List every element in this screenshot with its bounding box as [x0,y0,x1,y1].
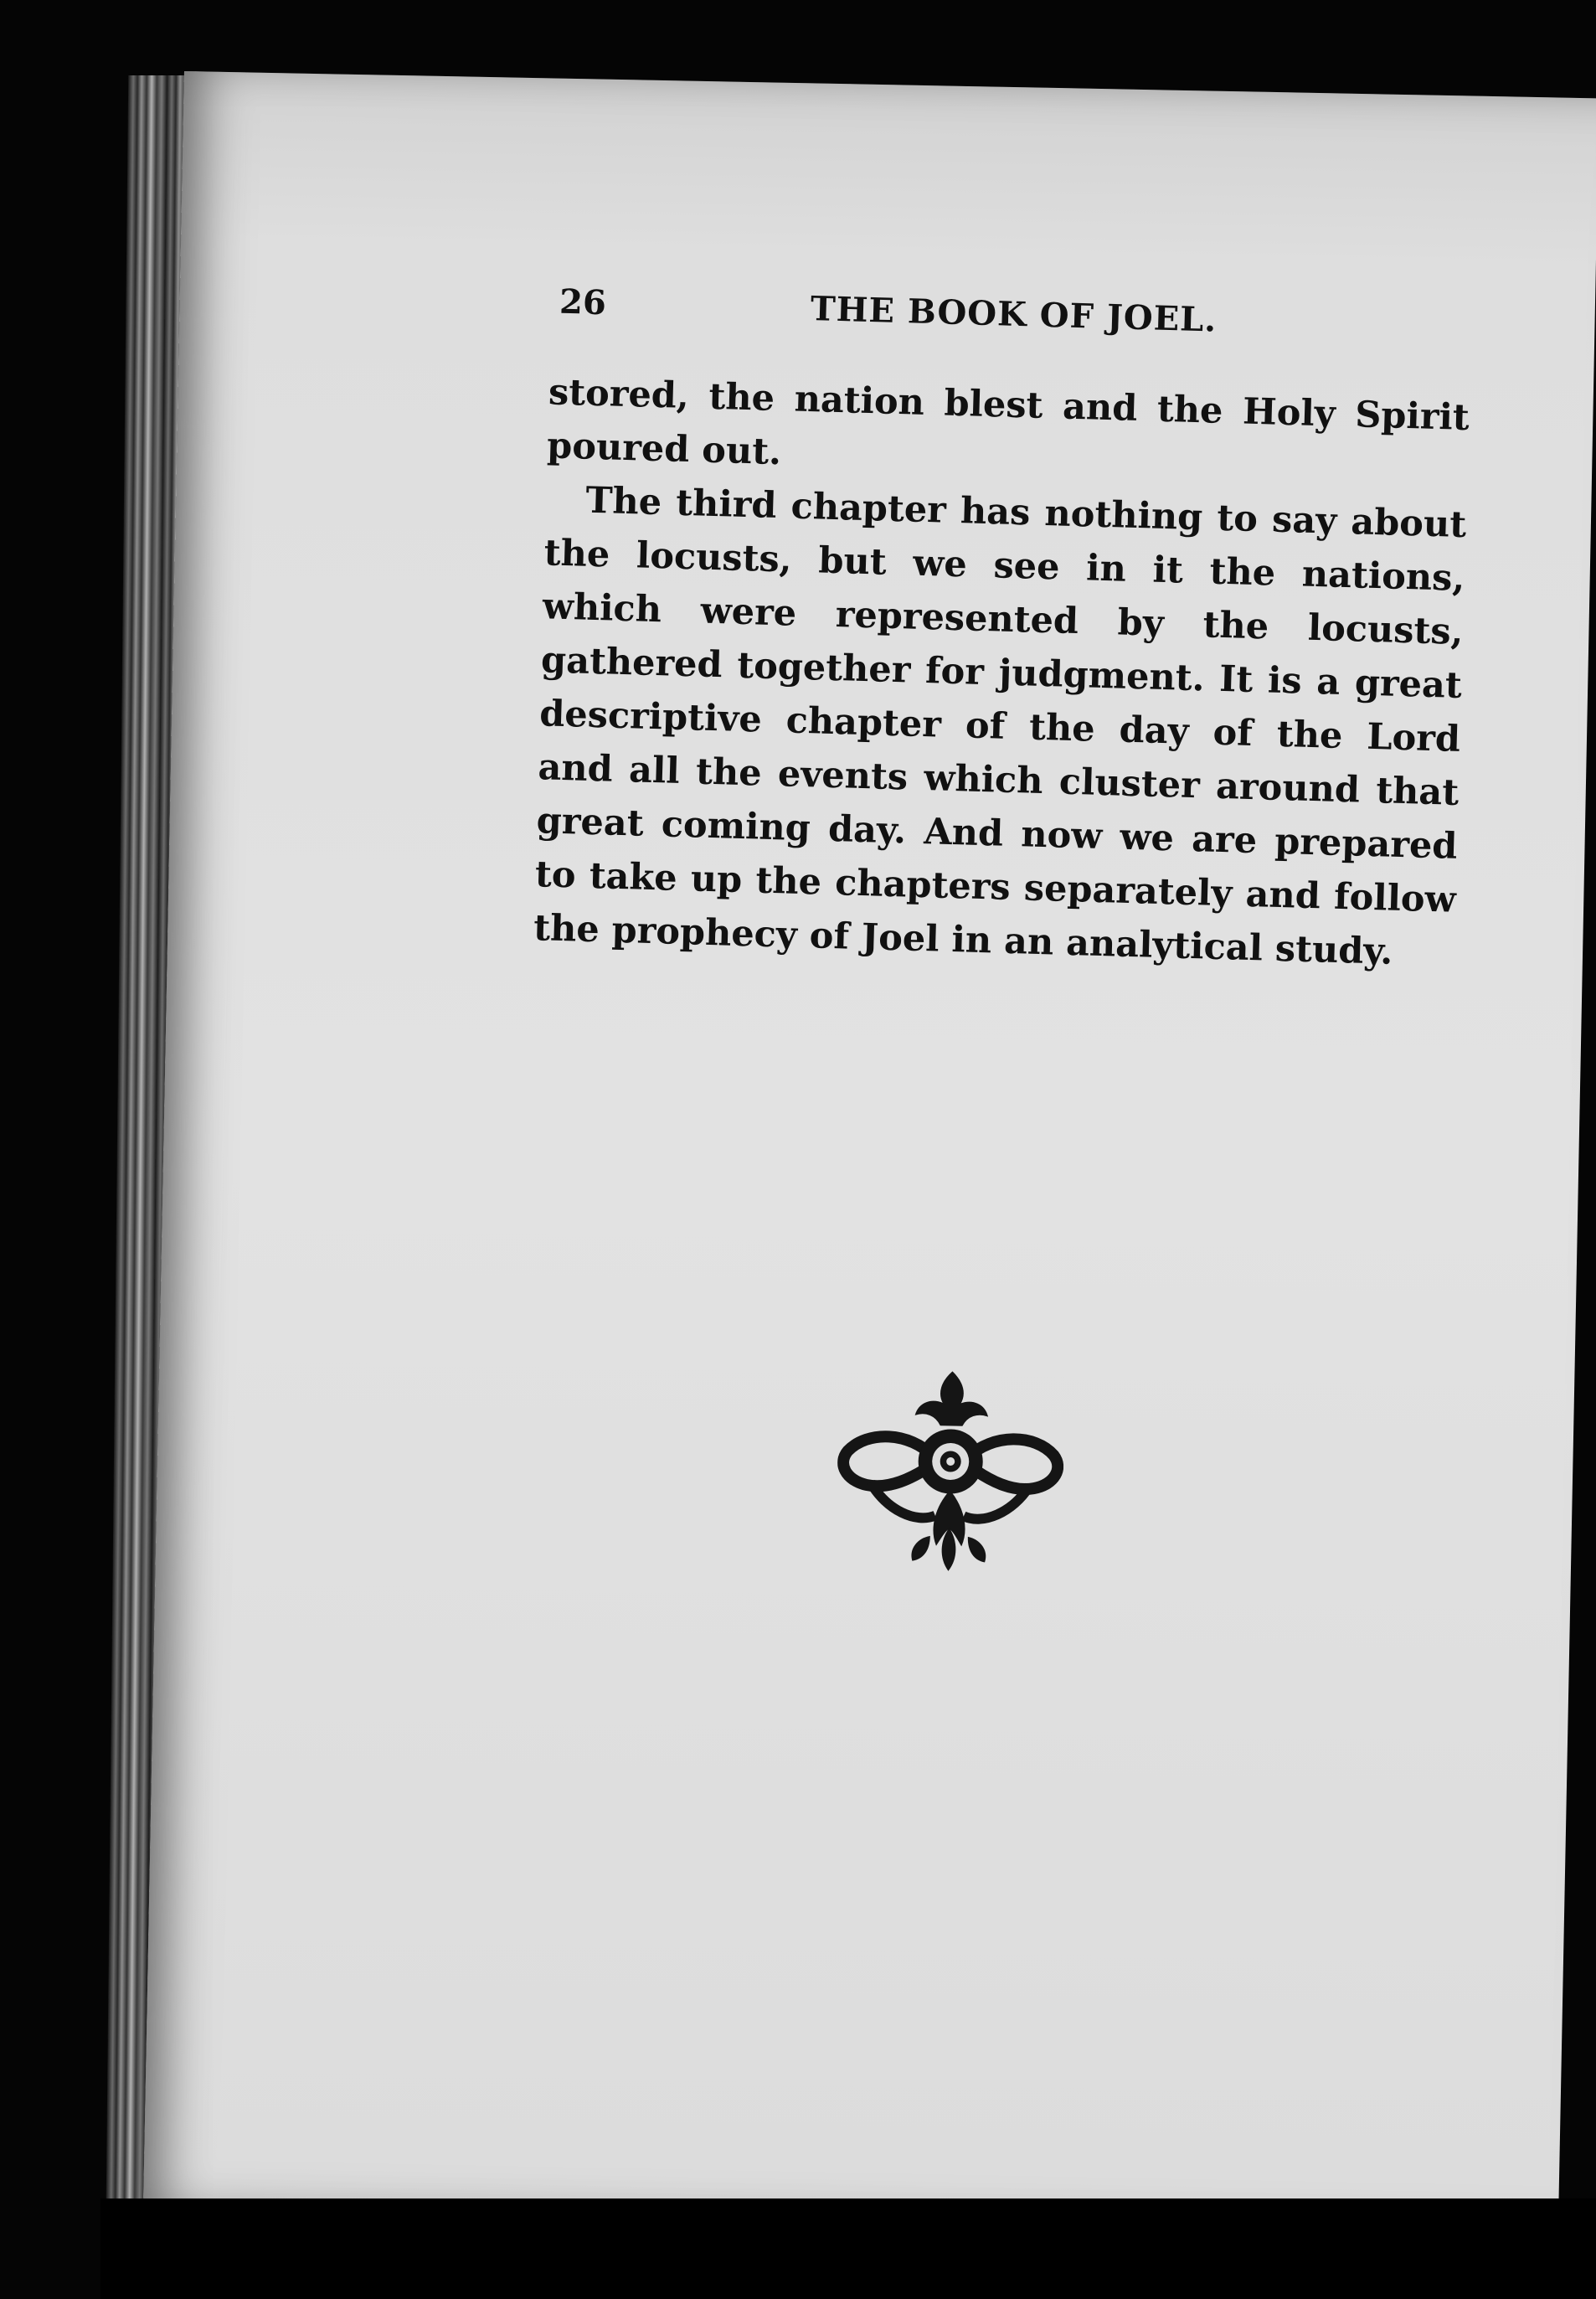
ribbon-fleuron-ornament [835,1363,1065,1577]
paragraph-1: stored, the nation blest and the Holy Spirit poured out. [546,371,1470,474]
page-number: 26 [559,281,607,323]
paragraph-2: The third chapter has nothing to say about the locusts, but we see in it the nations, which were represented by the locusts, gathered together for judgment. It is a great descriptive chapter of the day of the Lord and all the events which cluster around that great coming day. And now we are prepared to take up the chapters separately and follow the prophecy of Joel in an analytical study. [533,479,1467,973]
page-bottom-shadow [100,2198,1596,2299]
body-text [533,365,1470,980]
running-title: THE BOOK OF JOEL. [810,289,1218,340]
